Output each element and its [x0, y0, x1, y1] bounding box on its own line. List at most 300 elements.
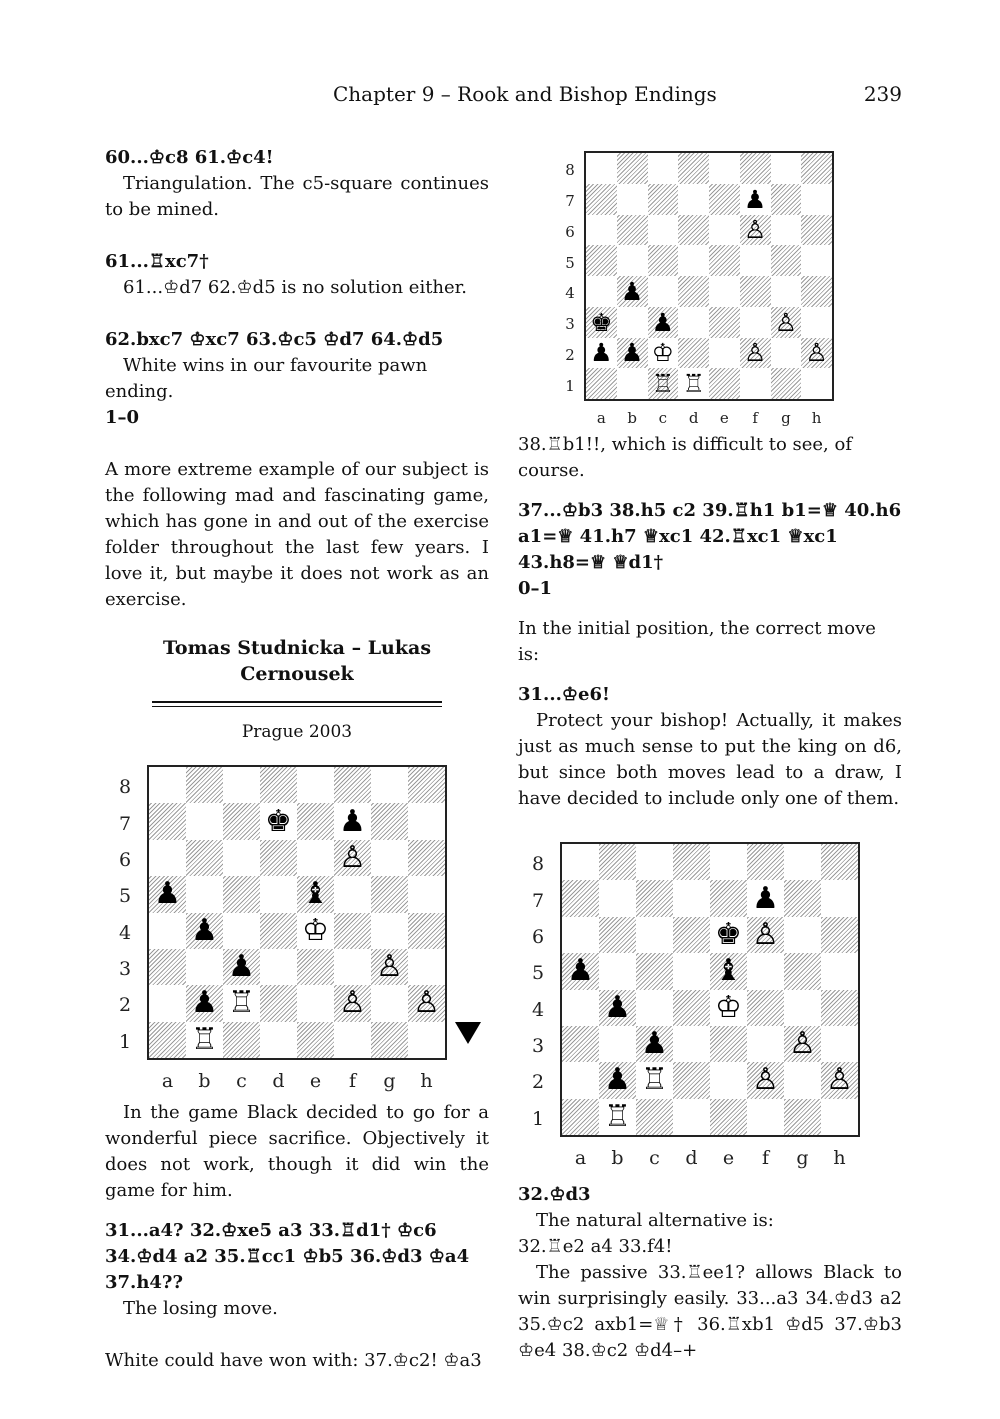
square-b6: [599, 917, 636, 953]
square-b8: [186, 767, 223, 803]
square-a7: [562, 880, 599, 916]
black-pawn: ♟: [191, 912, 218, 948]
black-to-move-icon: [455, 1022, 481, 1044]
white-pawn: ♙: [752, 1062, 779, 1098]
result: 0–1: [518, 578, 553, 599]
square-f5: [740, 245, 771, 276]
square-g6: [784, 917, 821, 953]
square-c2: [636, 1062, 673, 1098]
square-h6: [801, 215, 832, 246]
square-c4: [223, 913, 260, 949]
black-pawn: ♟: [743, 184, 767, 214]
file-label: g: [781, 409, 791, 427]
result: 1–0: [105, 407, 140, 428]
square-c3: [223, 949, 260, 985]
square-f3: [740, 307, 771, 338]
annotation: The losing move.: [123, 1298, 278, 1319]
square-b4: [599, 990, 636, 1026]
square-a2: [149, 985, 186, 1021]
rank-label: 6: [118, 848, 132, 871]
black-bishop: ♝: [715, 953, 742, 989]
square-d8: [678, 153, 709, 184]
square-d8: [260, 767, 297, 803]
rank-label: 7: [118, 812, 132, 835]
white-pawn: ♙: [805, 338, 828, 368]
annotation: 32.♖e2 a4 33.f4!: [518, 1236, 673, 1257]
white-pawn: ♙: [789, 1026, 816, 1062]
rank-label: 3: [565, 315, 575, 334]
square-f6: [747, 917, 784, 953]
square-e7: [710, 880, 747, 916]
square-e3: [710, 1026, 747, 1062]
square-f1: [334, 1022, 371, 1058]
move-line: 31...a4? 32.♔xe5 a3 33.♖d1† ♔c6 34.♔d4 a2 35.♖cc1 ♔b5 36.♔d3 ♔a4 37.h4??: [105, 1220, 470, 1293]
square-g4: [771, 276, 802, 307]
square-b5: [617, 245, 648, 276]
square-g7: [771, 184, 802, 215]
rank-label: 1: [118, 1030, 132, 1053]
square-b6: [186, 840, 223, 876]
paragraph: In the initial position, the correct move is:: [518, 618, 876, 665]
white-pawn: ♙: [339, 839, 366, 875]
square-a8: [586, 153, 617, 184]
title-rule: [152, 701, 442, 703]
square-b1: [599, 1099, 636, 1135]
file-label: e: [719, 409, 729, 427]
black-bishop: ♝: [302, 876, 329, 912]
square-g6: [371, 840, 408, 876]
file-label: a: [574, 1147, 587, 1169]
move-line: 31...♔e6!: [518, 684, 610, 705]
black-pawn: ♟: [191, 985, 218, 1021]
rank-label: 6: [531, 925, 545, 948]
square-f2: [334, 985, 371, 1021]
square-c3: [636, 1026, 673, 1062]
white-pawn: ♙: [413, 985, 440, 1021]
square-h2: [408, 985, 445, 1021]
square-f3: [747, 1026, 784, 1062]
square-h3: [408, 949, 445, 985]
annotation: 38.♖b1!!, which is difficult to see, of course.: [518, 434, 853, 481]
square-a6: [149, 840, 186, 876]
annotation: Triangulation. The c5-square continues to be mined.: [105, 173, 489, 220]
paragraph: In the game Black decided to go for a wonderful piece sacrifice. Objectively it does not work, though it did win the game for him.: [105, 1102, 489, 1201]
move-line: 61...♖xc7†: [105, 251, 209, 272]
white-rook: ♖: [228, 985, 255, 1021]
square-a3: [149, 949, 186, 985]
move-line: 62.bxc7 ♔xc7 63.♔c5 ♔d7 64.♔d5: [105, 329, 444, 350]
chess-board: [584, 151, 834, 401]
square-h4: [821, 990, 858, 1026]
square-b1: [186, 1022, 223, 1058]
file-label: c: [658, 409, 668, 427]
square-d2: [260, 985, 297, 1021]
square-a4: [586, 276, 617, 307]
square-c4: [648, 276, 679, 307]
black-pawn: ♟: [567, 953, 594, 989]
rank-label: 2: [118, 994, 132, 1017]
square-f4: [334, 913, 371, 949]
square-a1: [149, 1022, 186, 1058]
left-column: [105, 145, 489, 1374]
square-e7: [709, 184, 740, 215]
square-d5: [260, 876, 297, 912]
square-e1: [710, 1099, 747, 1135]
square-c2: [648, 338, 679, 369]
square-f3: [334, 949, 371, 985]
square-f7: [334, 803, 371, 839]
square-b2: [186, 985, 223, 1021]
square-b5: [186, 876, 223, 912]
square-b3: [617, 307, 648, 338]
square-d4: [673, 990, 710, 1026]
file-label: d: [688, 409, 699, 427]
square-f4: [740, 276, 771, 307]
square-h8: [821, 844, 858, 880]
square-e2: [297, 985, 334, 1021]
square-g7: [784, 880, 821, 916]
square-h4: [801, 276, 832, 307]
white-pawn: ♙: [743, 215, 767, 245]
square-e5: [709, 245, 740, 276]
square-b8: [599, 844, 636, 880]
white-rook: ♖: [604, 1098, 631, 1134]
rank-label: 1: [531, 1107, 545, 1130]
square-e2: [710, 1062, 747, 1098]
square-a5: [149, 876, 186, 912]
square-g4: [784, 990, 821, 1026]
square-d3: [673, 1026, 710, 1062]
white-rook: ♖: [641, 1062, 668, 1098]
rank-label: 8: [531, 853, 545, 876]
file-label: a: [596, 409, 606, 427]
square-h2: [821, 1062, 858, 1098]
white-pawn: ♙: [743, 338, 767, 368]
chapter-title: Chapter 9 – Rook and Bishop Endings: [333, 82, 717, 106]
square-b6: [617, 215, 648, 246]
white-pawn: ♙: [752, 916, 779, 952]
square-b7: [186, 803, 223, 839]
rank-label: 3: [531, 1035, 545, 1058]
title-rule: [152, 706, 442, 707]
annotation: Protect your bishop! Actually, it makes just as much sense to put the king on d6, but since both moves lead to a draw, I have decided to include only one of them.: [518, 710, 902, 809]
square-e7: [297, 803, 334, 839]
square-a1: [562, 1099, 599, 1135]
chess-board: [147, 765, 447, 1060]
square-g8: [784, 844, 821, 880]
file-label: b: [611, 1147, 624, 1169]
white-pawn: ♙: [774, 307, 798, 337]
move-line: 37...♔b3 38.h5 c2 39.♖h1 b1=♕ 40.h6 a1=♕ 41.h7 ♕xc1 42.♖xc1 ♕xc1 43.h8=♕ ♕d1†: [518, 500, 902, 573]
square-a4: [562, 990, 599, 1026]
rank-label: 6: [565, 222, 575, 241]
diagram-wrap: [518, 812, 902, 1182]
square-d6: [673, 917, 710, 953]
rank-label: 8: [565, 161, 575, 180]
black-pawn: ♟: [339, 803, 366, 839]
square-c8: [648, 153, 679, 184]
annotation: The natural alternative is:: [536, 1210, 774, 1231]
file-label: d: [685, 1147, 698, 1169]
square-a8: [149, 767, 186, 803]
file-label: b: [627, 409, 637, 427]
file-label: a: [161, 1070, 174, 1092]
black-king: ♚: [265, 803, 292, 839]
square-g5: [371, 876, 408, 912]
square-f2: [747, 1062, 784, 1098]
rank-label: 4: [118, 921, 132, 944]
square-a3: [562, 1026, 599, 1062]
square-b3: [599, 1026, 636, 1062]
square-f7: [740, 184, 771, 215]
square-d6: [260, 840, 297, 876]
square-b8: [617, 153, 648, 184]
square-h7: [408, 803, 445, 839]
square-e2: [709, 338, 740, 369]
square-g8: [771, 153, 802, 184]
file-label: f: [761, 1147, 770, 1169]
square-d4: [260, 913, 297, 949]
square-a7: [586, 184, 617, 215]
square-e6: [710, 917, 747, 953]
black-pawn: ♟: [641, 1026, 668, 1062]
square-a6: [562, 917, 599, 953]
square-h1: [408, 1022, 445, 1058]
rank-label: 7: [531, 889, 545, 912]
file-label: e: [309, 1070, 322, 1092]
square-b3: [186, 949, 223, 985]
black-pawn: ♟: [651, 307, 675, 337]
rank-label: 5: [118, 885, 132, 908]
square-d6: [678, 215, 709, 246]
square-e8: [709, 153, 740, 184]
square-d5: [673, 953, 710, 989]
square-f5: [334, 876, 371, 912]
square-b7: [599, 880, 636, 916]
rank-label: 5: [531, 962, 545, 985]
square-d4: [678, 276, 709, 307]
square-a5: [562, 953, 599, 989]
square-g1: [371, 1022, 408, 1058]
page-number: 239: [863, 82, 902, 106]
square-f1: [740, 368, 771, 399]
square-e4: [709, 276, 740, 307]
square-e3: [297, 949, 334, 985]
diagram-wrap: [105, 745, 489, 1100]
square-d5: [678, 245, 709, 276]
square-h6: [821, 917, 858, 953]
square-a6: [586, 215, 617, 246]
square-g2: [784, 1062, 821, 1098]
square-h3: [801, 307, 832, 338]
square-e5: [710, 953, 747, 989]
square-h7: [821, 880, 858, 916]
annotation: White could have won with: 37.♔c2! ♔a3: [105, 1350, 482, 1371]
square-c8: [223, 767, 260, 803]
diagram-wrap: [518, 145, 902, 432]
white-rook: ♖: [682, 369, 705, 399]
square-g1: [771, 368, 802, 399]
black-king: ♚: [715, 916, 742, 952]
move-line: 60...♔c8 61.♔c4!: [105, 147, 274, 168]
file-label: h: [833, 1147, 846, 1169]
square-c5: [636, 953, 673, 989]
square-f1: [747, 1099, 784, 1135]
square-e3: [709, 307, 740, 338]
square-f5: [747, 953, 784, 989]
file-label: c: [649, 1147, 660, 1169]
black-pawn: ♟: [154, 876, 181, 912]
square-b4: [186, 913, 223, 949]
square-c7: [648, 184, 679, 215]
square-d8: [673, 844, 710, 880]
white-king: ♔: [651, 338, 675, 368]
black-pawn: ♟: [620, 338, 644, 368]
file-label: h: [420, 1070, 433, 1092]
black-pawn: ♟: [604, 989, 631, 1025]
square-f6: [334, 840, 371, 876]
white-pawn: ♙: [826, 1062, 853, 1098]
square-f4: [747, 990, 784, 1026]
black-pawn: ♟: [228, 949, 255, 985]
square-a8: [562, 844, 599, 880]
square-e6: [297, 840, 334, 876]
square-g7: [371, 803, 408, 839]
annotation: 61...♔d7 62.♔d5 is no solution either.: [123, 277, 468, 298]
move-line: 32.♔d3: [518, 1184, 591, 1205]
square-f7: [747, 880, 784, 916]
white-pawn: ♙: [376, 949, 403, 985]
square-a4: [149, 913, 186, 949]
square-c5: [648, 245, 679, 276]
square-b2: [599, 1062, 636, 1098]
white-pawn: ♙: [339, 985, 366, 1021]
rank-label: 5: [565, 253, 575, 272]
square-c1: [648, 368, 679, 399]
square-h1: [821, 1099, 858, 1135]
file-label: c: [236, 1070, 247, 1092]
square-c5: [223, 876, 260, 912]
square-d2: [678, 338, 709, 369]
square-c7: [223, 803, 260, 839]
annotation: The passive 33.♖ee1? allows Black to win surprisingly easily. 33...a3 34.♔d3 a2 35.♔c2 axb1=♕† 36.♖xb1 ♔d5 37.♔b3 ♔e4 38.♔c2 ♔d4–+: [518, 1262, 902, 1361]
square-c2: [223, 985, 260, 1021]
square-d1: [673, 1099, 710, 1135]
square-e4: [297, 913, 334, 949]
square-g2: [371, 985, 408, 1021]
file-label: b: [198, 1070, 211, 1092]
square-h5: [408, 876, 445, 912]
square-a1: [586, 368, 617, 399]
square-g3: [771, 307, 802, 338]
square-h6: [408, 840, 445, 876]
square-a2: [562, 1062, 599, 1098]
square-c6: [648, 215, 679, 246]
square-f2: [740, 338, 771, 369]
square-g5: [784, 953, 821, 989]
rank-label: 4: [531, 998, 545, 1021]
square-d7: [673, 880, 710, 916]
square-g1: [784, 1099, 821, 1135]
square-g3: [784, 1026, 821, 1062]
square-e6: [709, 215, 740, 246]
square-b4: [617, 276, 648, 307]
white-king: ♔: [302, 912, 329, 948]
annotation: White wins in our favourite pawn ending.: [105, 355, 428, 402]
chess-board: [560, 842, 860, 1137]
square-a3: [586, 307, 617, 338]
rank-label: 7: [565, 192, 575, 211]
rank-label: 2: [565, 345, 575, 364]
square-b7: [617, 184, 648, 215]
square-g5: [771, 245, 802, 276]
white-rook: ♖: [191, 1021, 218, 1057]
square-c1: [223, 1022, 260, 1058]
file-label: d: [272, 1070, 285, 1092]
square-e1: [709, 368, 740, 399]
square-d1: [678, 368, 709, 399]
square-a7: [149, 803, 186, 839]
file-label: g: [796, 1147, 809, 1169]
square-d3: [678, 307, 709, 338]
square-c6: [636, 917, 673, 953]
black-pawn: ♟: [752, 880, 779, 916]
square-h8: [408, 767, 445, 803]
square-h4: [408, 913, 445, 949]
square-d3: [260, 949, 297, 985]
square-f8: [747, 844, 784, 880]
right-column: [518, 145, 902, 1364]
square-f6: [740, 215, 771, 246]
square-f8: [740, 153, 771, 184]
rank-label: 1: [565, 376, 575, 395]
black-pawn: ♟: [604, 1062, 631, 1098]
square-f8: [334, 767, 371, 803]
square-c3: [648, 307, 679, 338]
square-g2: [771, 338, 802, 369]
file-label: e: [722, 1147, 735, 1169]
square-d1: [260, 1022, 297, 1058]
square-b5: [599, 953, 636, 989]
file-label: h: [811, 409, 822, 427]
square-b1: [617, 368, 648, 399]
rank-label: 8: [118, 776, 132, 799]
square-e8: [710, 844, 747, 880]
square-h2: [801, 338, 832, 369]
square-c4: [636, 990, 673, 1026]
square-h7: [801, 184, 832, 215]
square-h1: [801, 368, 832, 399]
square-h5: [821, 953, 858, 989]
square-c6: [223, 840, 260, 876]
square-c8: [636, 844, 673, 880]
square-c1: [636, 1099, 673, 1135]
square-e1: [297, 1022, 334, 1058]
rank-label: 4: [565, 284, 575, 303]
square-g8: [371, 767, 408, 803]
square-e5: [297, 876, 334, 912]
running-header: [0, 82, 1000, 112]
square-e8: [297, 767, 334, 803]
game-event: Prague 2003: [241, 722, 353, 742]
file-label: f: [752, 409, 758, 427]
square-h3: [821, 1026, 858, 1062]
square-h5: [801, 245, 832, 276]
rank-label: 3: [118, 958, 132, 981]
white-rook: ♖: [651, 369, 675, 399]
file-label: f: [348, 1070, 357, 1092]
square-b2: [617, 338, 648, 369]
